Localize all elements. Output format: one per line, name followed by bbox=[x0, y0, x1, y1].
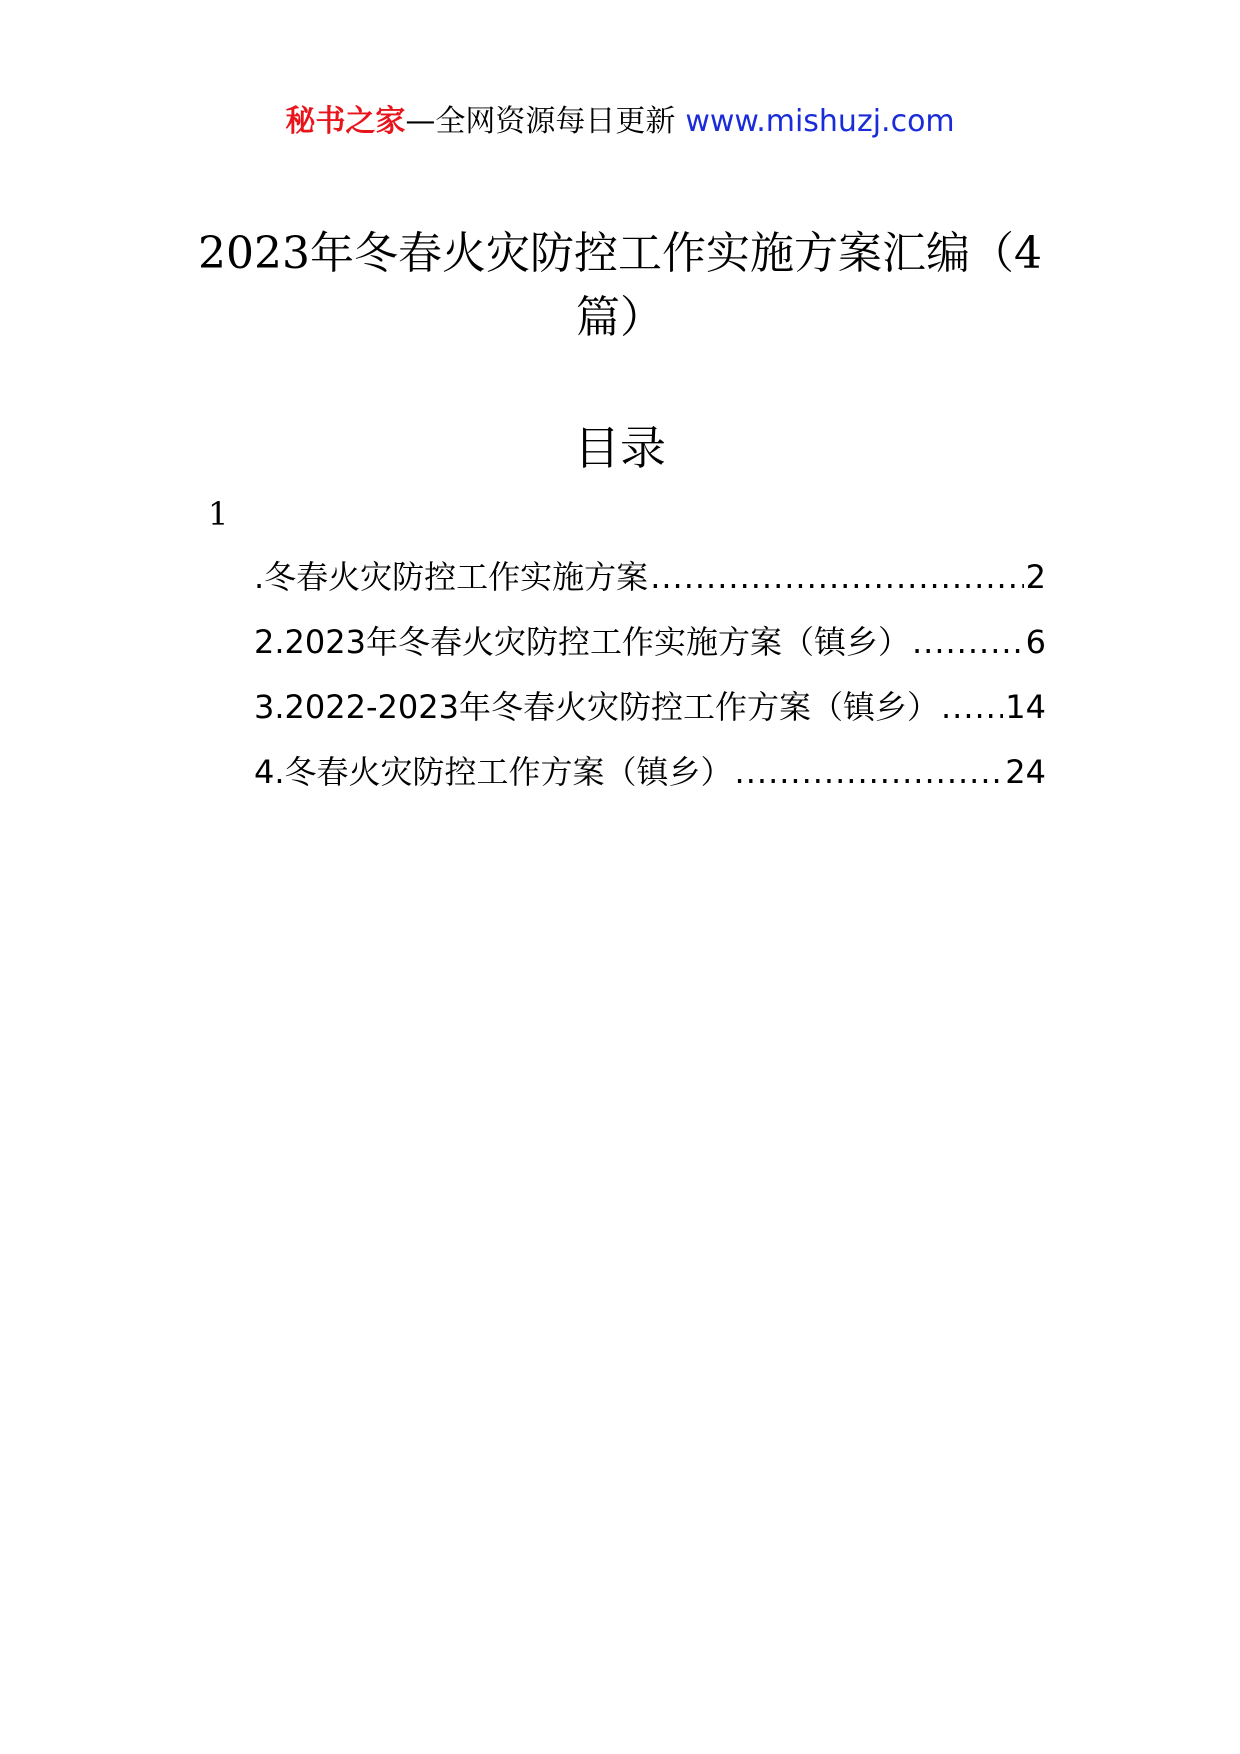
toc-entry-4[interactable] bbox=[254, 750, 1046, 815]
header-banner bbox=[0, 100, 1240, 144]
toc-entry-title: 2.2023年冬春火灾防控工作实施方案（镇乡） bbox=[254, 623, 910, 661]
toc-entry-title: 3.2022-2023年冬春火灾防控工作方案（镇乡） bbox=[254, 688, 939, 726]
table-of-contents bbox=[254, 555, 1046, 815]
toc-entry-title: 4.冬春火灾防控工作方案（镇乡） bbox=[254, 753, 733, 791]
toc-page-number: 24 bbox=[1005, 753, 1046, 791]
header-slogan: —全网资源每日更新 bbox=[405, 104, 676, 139]
toc-entry-3[interactable] bbox=[254, 685, 1046, 750]
toc-entry-1[interactable] bbox=[254, 555, 1046, 620]
toc-entry-2[interactable] bbox=[254, 620, 1046, 685]
brand-name: 秘书之家 bbox=[285, 104, 406, 139]
toc-dot-leader bbox=[912, 620, 1024, 664]
toc-heading: 目录 bbox=[574, 421, 666, 475]
toc-dot-leader bbox=[650, 555, 1023, 599]
toc-page-number: 6 bbox=[1025, 623, 1046, 661]
document-title: 2023年冬春火灾防控工作实施方案汇编（4篇） bbox=[198, 228, 1042, 343]
toc-dot-leader bbox=[941, 685, 1003, 729]
toc-dot-leader bbox=[735, 750, 1004, 794]
toc-entry-title: .冬春火灾防控工作实施方案 bbox=[254, 558, 649, 596]
toc-stray-number: 1 bbox=[208, 495, 229, 533]
toc-page-number: 2 bbox=[1025, 558, 1046, 596]
toc-page-number: 14 bbox=[1005, 688, 1046, 726]
site-url-link[interactable]: www.mishuzj.com bbox=[685, 104, 955, 139]
